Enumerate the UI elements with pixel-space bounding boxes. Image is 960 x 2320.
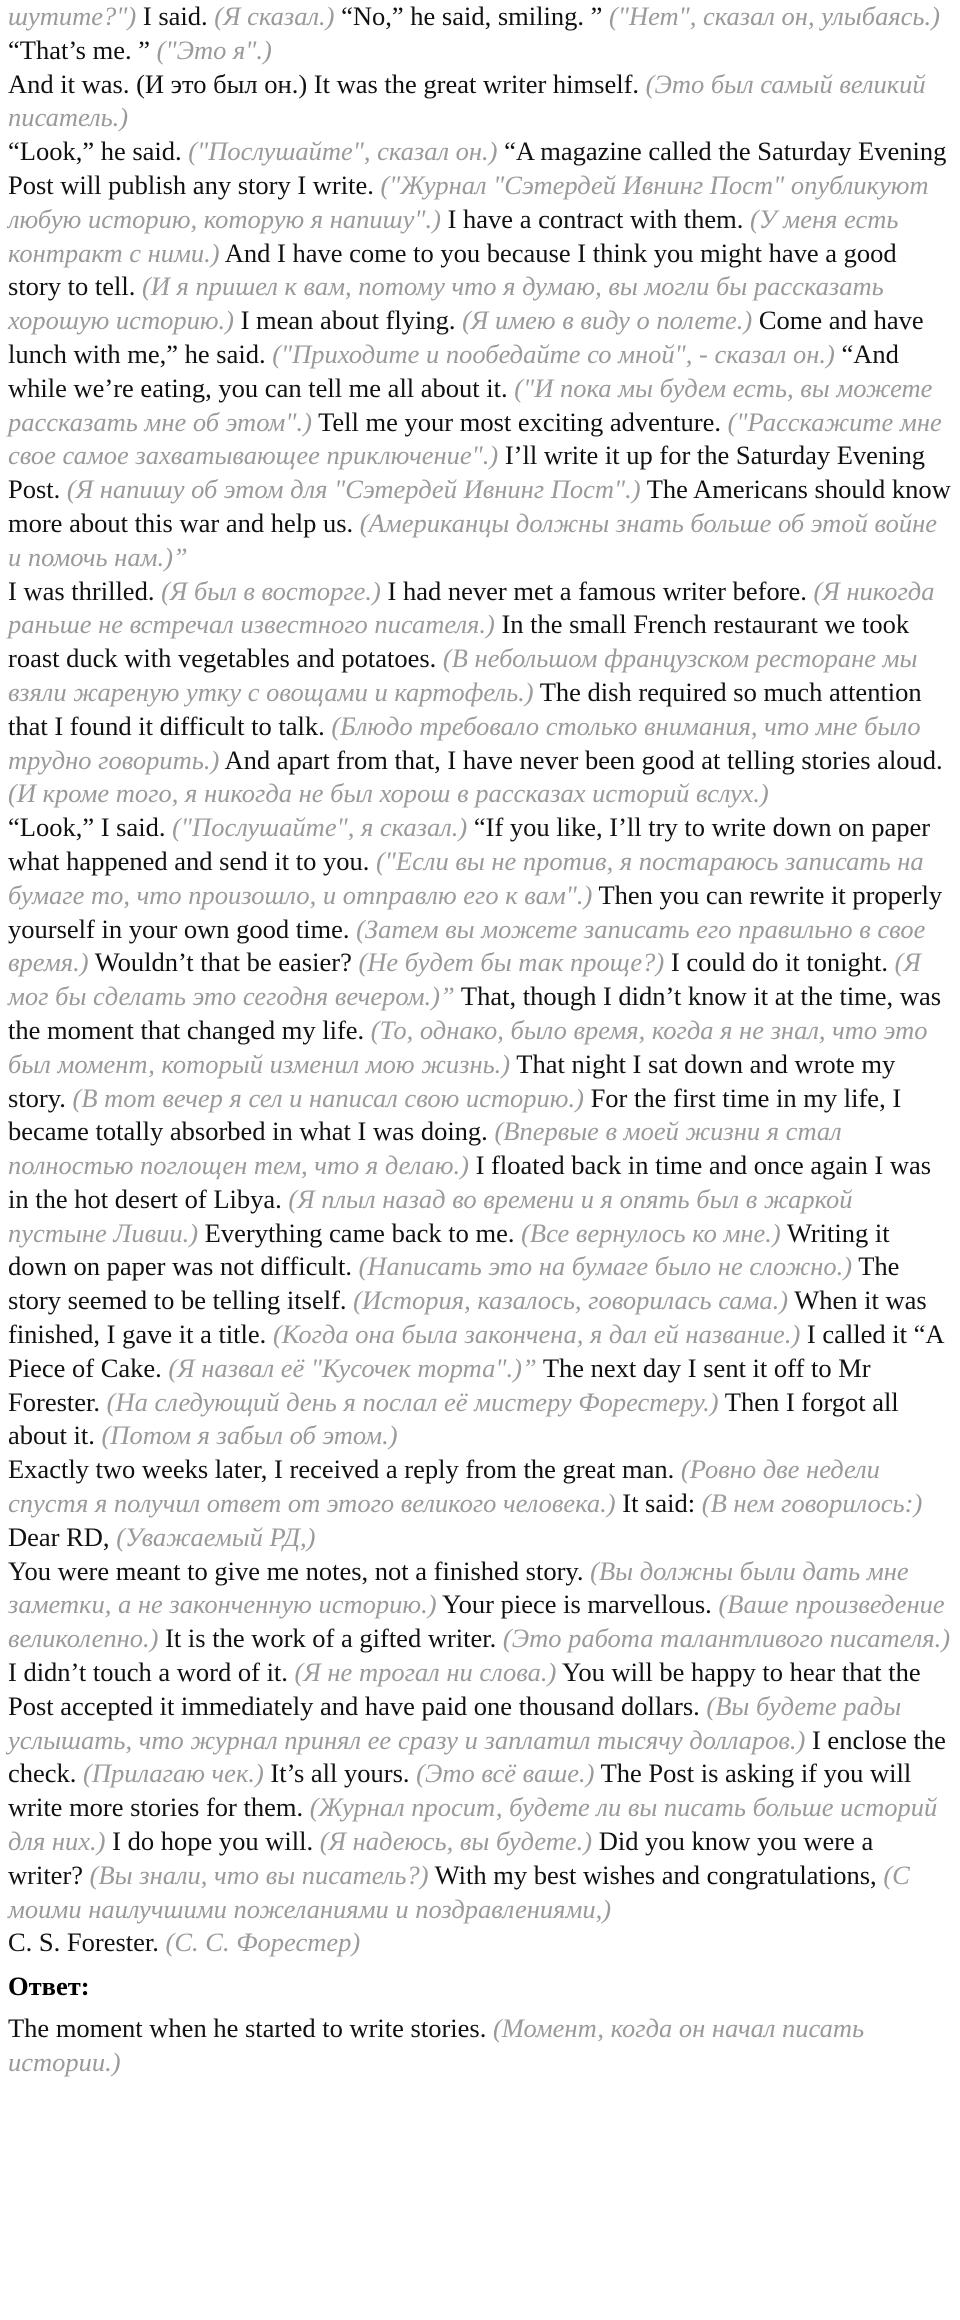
russian-translation: ("Это я".) [156, 34, 272, 65]
english-text: “That’s me. ” [8, 34, 157, 65]
russian-translation: (Вы будете рады услышать, что журнал принял ее сразу и заплатил тысячу долларов.) [8, 1690, 902, 1755]
answer-heading: Ответ: [8, 1971, 90, 2002]
paragraph [8, 1453, 952, 1521]
english-text: I floated back in time and once again I was in the hot desert of Libya. [8, 1150, 932, 1214]
paragraph [8, 0, 952, 68]
paragraph [8, 1521, 952, 1555]
russian-translation: (Затем вы можете записать его правильно в свое время.) [8, 913, 926, 978]
russian-translation: (Я был в восторге.) [161, 575, 381, 606]
russian-translation: (Потом я забыл об этом.) [101, 1420, 398, 1451]
english-text: Your piece is marvellous. [436, 1589, 719, 1620]
russian-translation: (Я мог бы сделать это сегодня вечером.)” [8, 947, 921, 1012]
english-text: I do hope you will. [105, 1826, 320, 1857]
russian-translation: (Я не трогал ни слова.) [294, 1657, 557, 1688]
russian-translation: (Это был самый великий писатель.) [8, 68, 926, 133]
english-text: “A magazine called the Saturday Evening Post will publish any story I write. [8, 136, 947, 200]
english-text: The next day I sent it off to Mr Forester. [8, 1352, 871, 1417]
english-text: The story seemed to be telling itself. [8, 1251, 900, 1316]
english-text: It said: [615, 1488, 702, 1519]
russian-translation: (Американцы должны знать больше об этой войне и помочь нам.)” [8, 507, 937, 572]
russian-translation: (Ровно две недели спустя я получил ответ от этого великого человека.) [8, 1454, 880, 1519]
russian-translation: ("Послушайте", я сказал.) [172, 812, 468, 843]
english-text: I said. [136, 1, 215, 31]
russian-translation: (Это всё ваше.) [416, 1758, 595, 1789]
russian-translation: (История, казалось, говорилась сама.) [353, 1285, 789, 1316]
russian-translation: ("Журнал "Сэтердей Ивнинг Пост" опубликуют любую историю, которую я напишу".) [8, 169, 929, 234]
english-text: Tell me your most exciting adventure. [311, 406, 728, 437]
english-text: Dear RD, [8, 1521, 117, 1552]
russian-translation: (В тот вечер я сел и написал свою историю.) [72, 1082, 584, 1113]
english-text: The moment when he started to write stories. [8, 2013, 493, 2044]
english-text: The Post is asking if you will write more stories for them. [8, 1758, 912, 1823]
russian-translation: (Я надеюсь, вы будете.) [319, 1826, 593, 1857]
english-text: And apart from that, I have never been good at telling stories aloud. [219, 744, 943, 775]
english-text: “No,” he said, smiling. ” [334, 1, 610, 31]
paragraph [8, 135, 952, 574]
answer-text [8, 2012, 952, 2080]
paragraph [8, 811, 952, 1453]
english-text: It is the work of a gifted writer. [158, 1623, 503, 1654]
russian-translation: (То, однако, было время, когда я не знал, что это был момент, который изменил мою жизнь.) [8, 1014, 928, 1079]
english-text: It’s all yours. [263, 1758, 417, 1789]
english-text: Then I forgot all about it. [8, 1386, 899, 1451]
russian-translation: (Журнал просит, будете ли вы писать больше историй для них.) [8, 1792, 938, 1857]
english-text: In the small French restaurant we took roast duck with vegetables and potatoes. [8, 609, 910, 674]
russian-translation: (Я назвал её "Кусочек торта".)” [168, 1352, 537, 1383]
russian-translation: (Уважаемый РД,) [116, 1521, 316, 1552]
russian-translation: ("Приходите и пообедайте со мной", - сказал он.) [272, 338, 835, 369]
english-text: I enclose the check. [8, 1724, 946, 1789]
english-text: I mean about flying. [233, 305, 463, 336]
russian-translation: (В небольшом французском ресторане мы взяли жареную утку с овощами и картофель.) [8, 643, 918, 707]
russian-translation: (В нем говорилось:) [701, 1488, 923, 1519]
russian-translation: (У меня есть контракт с ними.) [8, 203, 899, 268]
english-text: That, though I didn’t know it at the time, was the moment that changed my life. [8, 981, 942, 1045]
russian-translation: (Вы знали, что вы писатель?) [89, 1859, 429, 1890]
russian-translation: (Я имею в виду о полете.) [462, 305, 753, 336]
paragraph [8, 1926, 952, 1960]
paragraph [8, 68, 952, 136]
english-text: That night I sat down and wrote my story. [8, 1048, 896, 1113]
russian-translation: (Я плыл назад во времени и я опять был в жаркой пустыне Ливии.) [8, 1183, 853, 1248]
russian-translation: (Написать это на бумаге было не сложно.) [358, 1251, 853, 1282]
english-text: And I have come to you because I think you might have a good story to tell. [8, 237, 897, 302]
russian-translation: ("Послушайте", сказал он.) [188, 136, 498, 167]
english-text: With my best wishes and congratulations, [428, 1859, 884, 1890]
english-text: You were meant to give me notes, not a finished story. [8, 1555, 591, 1586]
russian-translation: (Впервые в моей жизни я стал полностью поглощен тем, что я делаю.) [8, 1116, 842, 1181]
english-text: The dish required so much attention that I found it difficult to talk. [8, 676, 922, 741]
russian-translation: ("Нет", сказал он, улыбаясь.) [609, 1, 940, 31]
english-text: I had never met a famous writer before. [380, 575, 814, 606]
english-text: Then you can rewrite it properly yourself in your own good time. [8, 879, 943, 944]
english-text: “Look,” he said. [8, 136, 189, 167]
english-text: C. S. Forester. [8, 1927, 166, 1958]
russian-translation: (Я сказал.) [214, 1, 335, 31]
english-text: Everything came back to me. [198, 1217, 522, 1248]
english-text: “And while we’re eating, you can tell me all about it. [8, 338, 899, 403]
russian-translation: (Не будет бы так проще?) [358, 947, 665, 978]
paragraph [8, 1555, 952, 1927]
russian-translation: (Момент, когда он начал писать истории.) [8, 2013, 865, 2077]
english-text: “Look,” I said. [8, 812, 173, 843]
english-text: Writing it down on paper was not difficult. [8, 1217, 890, 1282]
russian-translation: (Я никогда раньше не встречал известного писателя.) [8, 575, 935, 640]
english-text: When it was finished, I gave it a title. [8, 1285, 927, 1350]
russian-translation: (С моими наилучшими пожеланиями и поздравлениями,) [8, 1859, 910, 1924]
english-text: For the first time in my life, I became totally absorbed in what I was doing. [8, 1082, 902, 1147]
english-text: I’ll write it up for the Saturday Evening Post. [8, 440, 926, 505]
english-text: I was thrilled. [8, 575, 162, 606]
paragraph [8, 575, 952, 812]
english-text: “If you like, I’ll try to write down on paper what happened and send it to you. [8, 812, 931, 876]
english-text: Come and have lunch with me,” he said. [8, 305, 924, 369]
russian-translation: (С. С. Форестер) [165, 1927, 361, 1958]
russian-translation: шутите?") [8, 1, 137, 31]
english-text: I didn’t touch a word of it. [8, 1657, 295, 1688]
russian-translation: ("Если вы не против, я постараюсь записать на бумаге то, что произошло, и отправлю его к вам".) [8, 845, 924, 910]
russian-translation: ("Расскажите мне свое самое захватывающее приключение".) [8, 406, 942, 471]
russian-translation: (Ваше произведение великолепно.) [8, 1589, 945, 1654]
english-text: The Americans should know more about this war and help us. [8, 474, 951, 538]
english-text: I have a contract with them. [440, 203, 751, 234]
english-text: Did you know you were a writer? [8, 1826, 874, 1890]
russian-translation: (И я пришел к вам, потому что я думаю, вы могли бы рассказать хорошую историю.) [8, 271, 884, 336]
english-text: Wouldn’t that be easier? [88, 947, 359, 978]
english-text: You will be happy to hear that the Post accepted it immediately and have paid one thousand dollars. [8, 1657, 921, 1721]
english-text: I called it “A Piece of Cake. [8, 1319, 944, 1383]
russian-translation: (Все вернулось ко мне.) [521, 1217, 781, 1248]
russian-translation: (И кроме того, я никогда не был хорош в рассказах историй вслух.) [8, 778, 769, 809]
russian-translation: (Вы должны были дать мне заметки, а не законченную историю.) [8, 1555, 909, 1620]
russian-translation: (Когда она была закончена, я дал ей название.) [272, 1319, 801, 1350]
russian-translation: (Это работа талантливого писателя.) [502, 1623, 951, 1654]
english-text: I could do it tonight. [664, 947, 895, 978]
russian-translation: (На следующий день я послал её мистеру Форестеру.) [106, 1386, 719, 1417]
russian-translation: (Прилагаю чек.) [83, 1758, 264, 1789]
story-text [8, 0, 952, 1960]
english-text: Exactly two weeks later, I received a reply from the great man. [8, 1454, 681, 1485]
russian-translation: ("И пока мы будем есть, вы можете рассказать мне об этом".) [8, 372, 933, 437]
english-text: And it was. (И это был он.) It was the great writer himself. [8, 68, 646, 99]
russian-translation: (Я напишу об этом для "Сэтердей Ивнинг Пост".) [66, 474, 641, 505]
russian-translation: (Блюдо требовало столько внимания, что мне было трудно говорить.) [8, 710, 921, 775]
